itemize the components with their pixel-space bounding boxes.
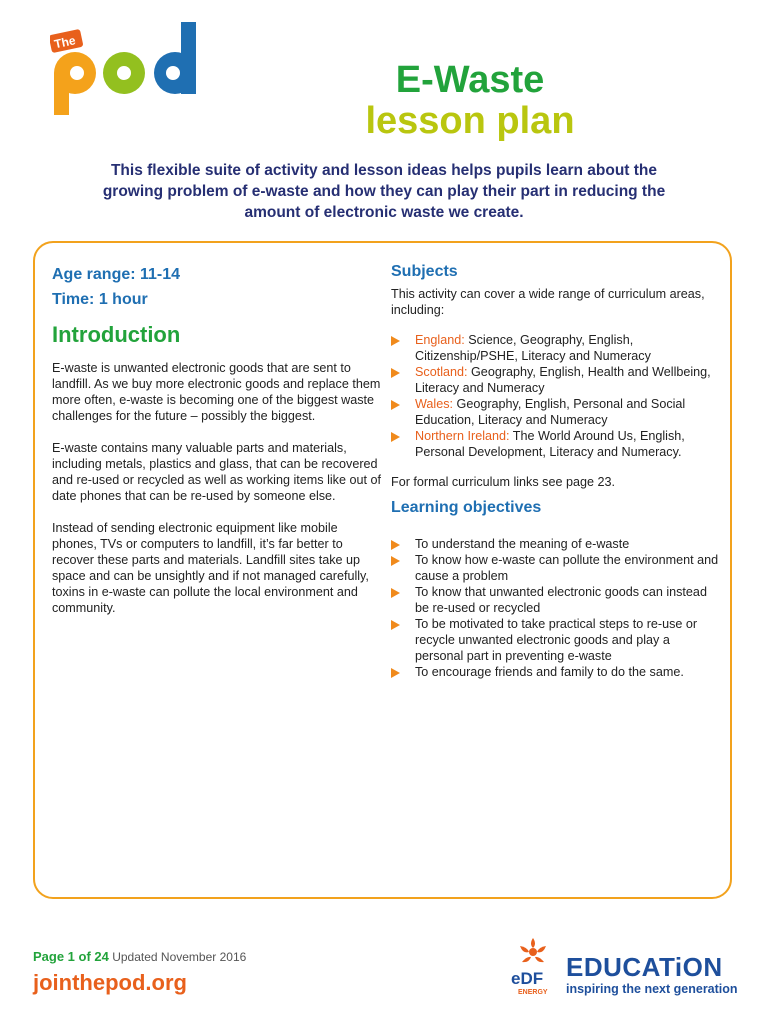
arrow-bullet-icon [391, 432, 400, 442]
objectives-heading: Learning objectives [391, 499, 542, 516]
left-column [52, 262, 382, 632]
region-label: Scotland: [415, 365, 468, 379]
arrow-bullet-icon [391, 620, 400, 630]
subject-text: Geography, English, Health and Wellbeing, Literacy and Numeracy [415, 365, 711, 395]
introduction-heading: Introduction [52, 322, 181, 347]
list-item [391, 552, 721, 584]
title-line-1: E-Waste [395, 59, 545, 101]
objective-text: To know how e-waste can pollute the environment and cause a problem [415, 553, 719, 583]
education-brand [566, 953, 738, 997]
page-title [290, 60, 650, 142]
time: Time: 1 hour [52, 291, 148, 308]
intro-blurb: This flexible suite of activity and lesson ideas helps pupils learn about the growing problem of e-waste and how they can play their part in reducing the amount of electronic waste we create. [102, 162, 666, 221]
list-item [391, 664, 721, 680]
list-item [391, 364, 721, 396]
arrow-bullet-icon [391, 336, 400, 346]
region-label: Wales: [415, 397, 454, 411]
objective-text: To know that unwanted electronic goods can instead be re-used or recycled [415, 585, 707, 615]
title-line-2: lesson plan [365, 100, 575, 142]
svg-text:eDF: eDF [511, 969, 544, 988]
subjects-intro: This activity can cover a wide range of curriculum areas, including: [391, 287, 705, 317]
list-item [391, 332, 721, 364]
age-range: Age range: 11-14 [52, 266, 181, 283]
education-wordmark: EDUCATiON [566, 952, 723, 982]
subject-text: The World Around Us, English, Personal Development, Literacy and Numeracy. [415, 429, 685, 459]
objective-text: To understand the meaning of e-waste [415, 537, 630, 551]
list-item [391, 396, 721, 428]
intro-paragraph: E-waste contains many valuable parts and materials, including metals, plastics and glass, that can be recovered and re-used or recycled as well as working items like out of date phones that can be re-used by someone else. [52, 441, 381, 503]
list-item [391, 584, 721, 616]
svg-text:ENERGY: ENERGY [518, 989, 548, 996]
list-item [391, 536, 721, 552]
intro-paragraph: E-waste is unwanted electronic goods that are sent to landfill. As we buy more electronic goods and replace them more often, e-waste is becoming one of the biggest waste challenges for the future – possibly the biggest. [52, 361, 381, 423]
intro-paragraph: Instead of sending electronic equipment like mobile phones, TVs or computers to landfill, it’s far better to recover these parts and materials. Landfill sites take up space and can be unsightly and if not managed carefully, toxins in e-waste can pollute the local environment and community. [52, 521, 369, 615]
subject-text: Science, Geography, English, Citizenship/PSHE, Literacy and Numeracy [415, 333, 651, 363]
arrow-bullet-icon [391, 588, 400, 598]
arrow-bullet-icon [391, 540, 400, 550]
page-number: Page 1 of 24 [33, 949, 109, 964]
subjects-list [391, 332, 721, 460]
list-item [391, 428, 721, 460]
page-info [33, 949, 246, 964]
right-column [391, 262, 721, 680]
list-item [391, 616, 721, 664]
curriculum-note: For formal curriculum links see page 23. [391, 475, 615, 489]
arrow-bullet-icon [391, 556, 400, 566]
the-pod-logo [50, 18, 210, 118]
arrow-bullet-icon [391, 668, 400, 678]
region-label: England: [415, 333, 465, 347]
objective-text: To be motivated to take practical steps to re-use or recycle unwanted electronic goods and play a personal part in preventing e-waste [415, 617, 698, 663]
region-label: Northern Ireland: [415, 429, 510, 443]
svg-text:The: The [53, 33, 77, 52]
edf-energy-logo-icon [508, 936, 558, 996]
objective-text: To encourage friends and family to do the same. [415, 665, 684, 679]
subjects-heading: Subjects [391, 263, 458, 280]
arrow-bullet-icon [391, 400, 400, 410]
footer-left [33, 949, 246, 996]
website-link[interactable]: jointhepod.org [33, 970, 187, 995]
arrow-bullet-icon [391, 368, 400, 378]
objectives-list [391, 536, 721, 680]
updated-date: Updated November 2016 [112, 950, 247, 964]
education-tagline: inspiring the next generation [566, 982, 738, 996]
subject-text: Geography, English, Personal and Social Education, Literacy and Numeracy [415, 397, 686, 427]
